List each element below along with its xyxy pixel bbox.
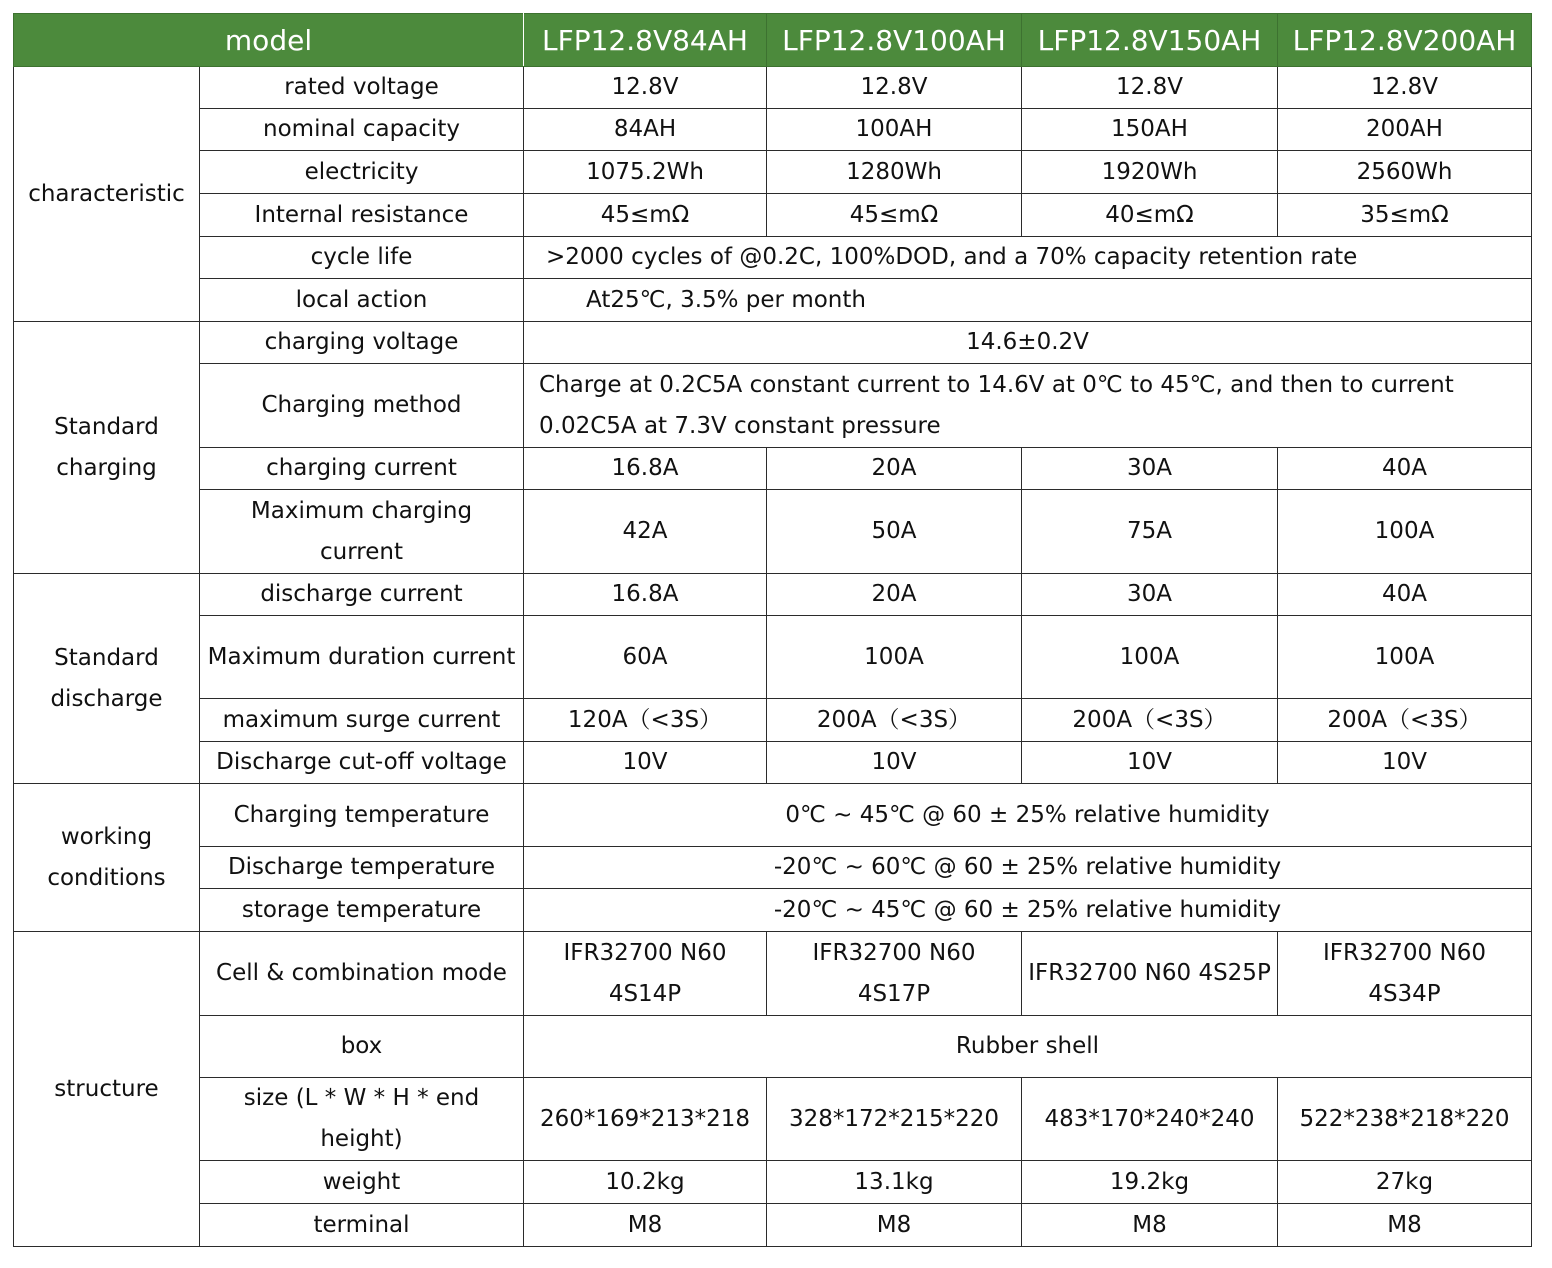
table-cell: IFR32700 N60 4S14P [524,932,767,1016]
table-cell: M8 [524,1204,767,1247]
table-cell: IFR32700 N60 4S34P [1278,932,1532,1016]
table-cell: 12.8V [767,67,1022,109]
table-cell: 40A [1278,448,1532,490]
table-cell: 100A [1278,490,1532,574]
row-label: local action [200,279,524,322]
table-cell: 42A [524,490,767,574]
table-cell: 1075.2Wh [524,151,767,194]
model-name: LFP12.8V100AH [767,14,1022,67]
table-cell: 260*169*213*218 [524,1078,767,1161]
row-label: charging current [200,448,524,490]
table-cell: 16.8A [524,574,767,616]
table-cell: 20A [767,574,1022,616]
table-row [14,237,1532,279]
row-label: maximum surge current [200,699,524,742]
table-cell: 1280Wh [767,151,1022,194]
table-cell: 120A（<3S） [524,699,767,742]
table-cell: 30A [1022,574,1278,616]
table-cell: 522*238*218*220 [1278,1078,1532,1161]
header-row [14,14,1532,67]
row-label: box [200,1016,524,1078]
table-cell: 10.2kg [524,1161,767,1204]
table-cell-merged: 14.6±0.2V [524,322,1532,364]
table-cell: 20A [767,448,1022,490]
table-cell-merged: 0℃ ~ 45℃ @ 60 ± 25% relative humidity [524,784,1532,847]
table-cell: 60A [524,616,767,699]
row-label: Charging method [200,364,524,448]
row-label: Maximum duration current [200,616,524,699]
table-row [14,616,1532,699]
row-label: Discharge temperature [200,847,524,889]
group-label-standard-charging: Standard charging [14,322,200,574]
table-cell-merged: Rubber shell [524,1016,1532,1078]
table-cell-merged: -20℃ ~ 45℃ @ 60 ± 25% relative humidity [524,889,1532,932]
model-name: LFP12.8V150AH [1022,14,1278,67]
row-label: Discharge cut-off voltage [200,742,524,784]
model-name: LFP12.8V200AH [1278,14,1532,67]
table-cell: 30A [1022,448,1278,490]
table-row [14,699,1532,742]
table-cell: M8 [767,1204,1022,1247]
row-label: discharge current [200,574,524,616]
table-row [14,1078,1532,1161]
table-cell: 1920Wh [1022,151,1278,194]
table-row [14,67,1532,109]
group-label-structure: structure [14,932,200,1247]
row-label: terminal [200,1204,524,1247]
table-row [14,1204,1532,1247]
table-cell: 10V [1278,742,1532,784]
table-row [14,109,1532,151]
model-name: LFP12.8V84AH [524,14,767,67]
table-cell: 483*170*240*240 [1022,1078,1278,1161]
table-cell: 100A [767,616,1022,699]
table-cell: 40A [1278,574,1532,616]
table-cell: 2560Wh [1278,151,1532,194]
table-row [14,574,1532,616]
table-row [14,742,1532,784]
row-label: storage temperature [200,889,524,932]
table-cell: 100A [1022,616,1278,699]
table-cell: 200AH [1278,109,1532,151]
table-cell-merged: -20℃ ~ 60℃ @ 60 ± 25% relative humidity [524,847,1532,889]
table-cell: 50A [767,490,1022,574]
table-cell: 35≤mΩ [1278,194,1532,237]
table-cell: 200A（<3S） [767,699,1022,742]
row-label: Cell & combination mode [200,932,524,1016]
row-label: weight [200,1161,524,1204]
table-cell: 100A [1278,616,1532,699]
table-cell: 200A（<3S） [1022,699,1278,742]
table-cell: 328*172*215*220 [767,1078,1022,1161]
table-cell: 12.8V [1278,67,1532,109]
table-cell: 10V [524,742,767,784]
row-label: nominal capacity [200,109,524,151]
table-cell: M8 [1278,1204,1532,1247]
table-cell: 45≤mΩ [524,194,767,237]
group-label-characteristic: characteristic [14,67,200,322]
table-cell: 200A（<3S） [1278,699,1532,742]
table-row [14,1161,1532,1204]
table-row [14,1016,1532,1078]
table-cell: 45≤mΩ [767,194,1022,237]
table-cell: 12.8V [1022,67,1278,109]
table-row [14,847,1532,889]
table-cell: 100AH [767,109,1022,151]
row-label: Internal resistance [200,194,524,237]
table-row [14,194,1532,237]
table-cell: 12.8V [524,67,767,109]
table-row [14,889,1532,932]
group-label-working-conditions: working conditions [14,784,200,932]
table-cell: 10V [767,742,1022,784]
table-cell: M8 [1022,1204,1278,1247]
group-label-standard-discharge: Standard discharge [14,574,200,784]
table-cell: IFR32700 N60 4S25P [1022,932,1278,1016]
table-cell-merged: Charge at 0.2C5A constant current to 14.6V at 0℃ to 45℃, and then to current 0.02C5A at 7.3V constant pressure [524,364,1532,448]
table-row [14,279,1532,322]
table-cell: 19.2kg [1022,1161,1278,1204]
table-row [14,364,1532,448]
row-label: cycle life [200,237,524,279]
table-cell: 75A [1022,490,1278,574]
battery-spec-table [13,13,1532,1247]
row-label: charging voltage [200,322,524,364]
table-row [14,322,1532,364]
model-header: model [14,14,524,67]
row-label: Maximum charging current [200,490,524,574]
table-cell: 150AH [1022,109,1278,151]
table-row [14,151,1532,194]
table-cell: IFR32700 N60 4S17P [767,932,1022,1016]
table-cell-merged: >2000 cycles of @0.2C, 100%DOD, and a 70% capacity retention rate [524,237,1532,279]
table-row [14,490,1532,574]
table-row [14,932,1532,1016]
table-row [14,448,1532,490]
table-cell: 84AH [524,109,767,151]
table-cell: 16.8A [524,448,767,490]
row-label: size (L * W * H * end height) [200,1078,524,1161]
table-row [14,784,1532,847]
table-cell: 13.1kg [767,1161,1022,1204]
row-label: electricity [200,151,524,194]
table-cell: 27kg [1278,1161,1532,1204]
row-label: Charging temperature [200,784,524,847]
table-cell: 40≤mΩ [1022,194,1278,237]
table-cell: 10V [1022,742,1278,784]
row-label: rated voltage [200,67,524,109]
table-cell-merged: At25℃, 3.5% per month [524,279,1532,322]
